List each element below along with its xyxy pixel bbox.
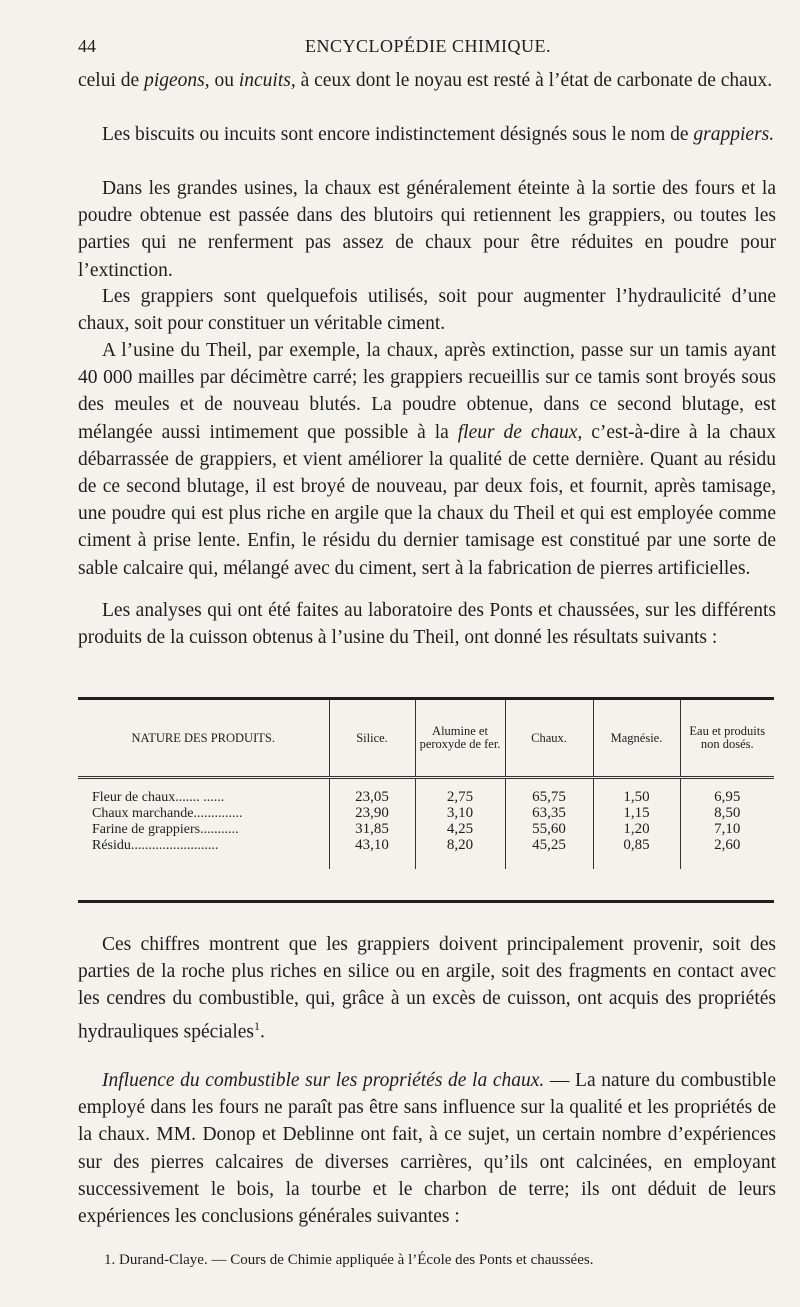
page-header (78, 30, 778, 60)
table-cell: 7,10 (680, 821, 774, 837)
text-run: celui de (78, 70, 145, 91)
table-cell: 43,10 (329, 837, 415, 853)
table-cell: 0,85 (593, 837, 680, 853)
table-cell: 2,75 (415, 789, 505, 805)
table-row (78, 789, 774, 805)
paragraph-4: Les grappiers sont quelquefois utilisés, soit pour augmenter l’hydraulicité d’une chaux, soit pour constituer un véritable ciment. (78, 286, 776, 335)
text-run: A l’usine du Theil, par exemple, la chaux, après extinction, passe sur un tamis ayant 40 000 mailles par décimètre carré; les grappiers recueillis sur ce tamis sont broyés sous des meules et de nouveau blutés. La poudre obtenue, dans ce second blutage, est mélangée aussi intimement que possible à la (78, 340, 776, 443)
emphasis-fleur-de-chaux: fleur de chaux, (457, 421, 583, 443)
table-row (78, 837, 774, 853)
text-run: à ceux dont le noyau est resté à l’état de carbonate de chaux. (295, 70, 773, 91)
emphasis-pigeons: pigeons, (144, 70, 210, 91)
table-cell: 23,90 (329, 805, 415, 821)
paragraph-8 (78, 1067, 776, 1230)
emphasis-grappiers: grappiers. (693, 124, 775, 145)
table-cell: 3,10 (415, 805, 505, 821)
table-cell: 2,60 (680, 837, 774, 853)
table-row (78, 821, 774, 837)
table-cell: 55,60 (505, 821, 593, 837)
table-cell: 1,15 (593, 805, 680, 821)
table-cell: 31,85 (329, 821, 415, 837)
text-run: ou (209, 70, 239, 91)
column-header: Eau et produits non dosés. (680, 700, 774, 778)
table-cell: 4,25 (415, 821, 505, 837)
table-header-row (78, 700, 774, 778)
text-run: Ces chiffres montrent que les grappiers doivent principalement provenir, soit des parties de la roche plus riches en silice ou en argile, soit des fragments en contact avec les cendres du combustible, qui, grâce à un excès de cuisson, ont acquis des propriétés hydrauliques spéciales (78, 934, 776, 1043)
paragraph-1 (78, 67, 776, 94)
column-header: Magnésie. (593, 700, 680, 778)
table-cell: 8,20 (415, 837, 505, 853)
column-header: Alumine et peroxyde de fer. (415, 700, 505, 778)
text-run: — La nature du combustible employé dans les fours ne paraît pas être sans influence sur la qualité et les propriétés de la chaux. MM. Donop et Deblinne ont fait, à ce sujet, un certain nombre d’expériences sur des pierres calcaires de diverses carrières, qu’ils ont calcinées, en employant successivement le bois, la tourbe et le charbon de terre; ils ont déduit de leurs expériences les conclusions générales suivantes : (78, 1070, 777, 1228)
running-title: ENCYCLOPÉDIE CHIMIQUE. (305, 36, 551, 56)
emphasis-incuits: incuits, (238, 70, 296, 91)
table-cell: 45,25 (505, 837, 593, 853)
table-cell: 63,35 (505, 805, 593, 821)
section-heading: Influence du combustible sur les propriétés de la chaux. (102, 1070, 545, 1091)
column-header: Chaux. (505, 700, 593, 778)
paragraph-5 (78, 337, 776, 582)
table-cell: Fleur de chaux....... ...... (92, 789, 225, 805)
text-run: Les biscuits ou incuits sont encore indistinctement désignés sous le nom de (102, 124, 694, 145)
table-row (78, 805, 774, 821)
table-cell: Farine de grappiers........... (92, 821, 239, 837)
paragraph-2 (78, 121, 776, 148)
table-cell: 23,05 (329, 789, 415, 805)
table-cell: 1,50 (593, 789, 680, 805)
column-header: NATURE DES PRODUITS. (78, 700, 329, 778)
table-cell: 6,95 (680, 789, 774, 805)
page-number: 44 (78, 36, 96, 56)
analysis-table (78, 697, 774, 903)
paragraph-6: Les analyses qui ont été faites au laboratoire des Ponts et chaussées, sur les différents produits de la cuisson obtenus à l’usine du Theil, ont donné les résultats suivants : (78, 600, 776, 649)
table-cell: 8,50 (680, 805, 774, 821)
paragraph-3: Dans les grandes usines, la chaux est généralement éteinte à la sortie des fours et la poudre obtenue est passée dans des blutoirs qui retiennent les grappiers, ou toutes les parties qui ne renferment pas assez de chaux pour être réduites en poudre pour l’extinction. (78, 178, 776, 281)
paragraph-7: Ces chiffres montrent que les grappiers doivent principalement provenir, soit des parties de la roche plus riches en silice ou en argile, soit des fragments en contact avec les cendres du combustible, qui, grâce à un excès de cuisson, ont acquis des propriétés hydrauliques spéciales$^1$. (78, 934, 776, 1043)
text-run: c’est-à-dire à la chaux débarrassée de grappiers, et vient améliorer la qualité de cette dernière. Quant au résidu de ce second blutage, il est broyé de nouveau, par deux fois, et fournit, après tamisage, une poudre qui est plus riche en argile que la chaux du Theil et qui est employée comme ciment à prise lente. Enfin, le résidu du dernier tamisage est constitué par une sorte de sable calcaire qui, mélangé avec du ciment, sert à la fabrication de pierres artificielles. (78, 421, 777, 579)
column-header: Silice. (329, 700, 415, 778)
table-cell: Chaux marchande.............. (92, 805, 243, 821)
footnote: 1. Durand-Claye. — Cours de Chimie appliquée à l’École des Ponts et chaussées. (104, 1252, 594, 1268)
table-cell: Résidu......................... (92, 837, 219, 853)
table-cell: 1,20 (593, 821, 680, 837)
footnote-reference: 1 (254, 1018, 260, 1033)
table-cell: 65,75 (505, 789, 593, 805)
